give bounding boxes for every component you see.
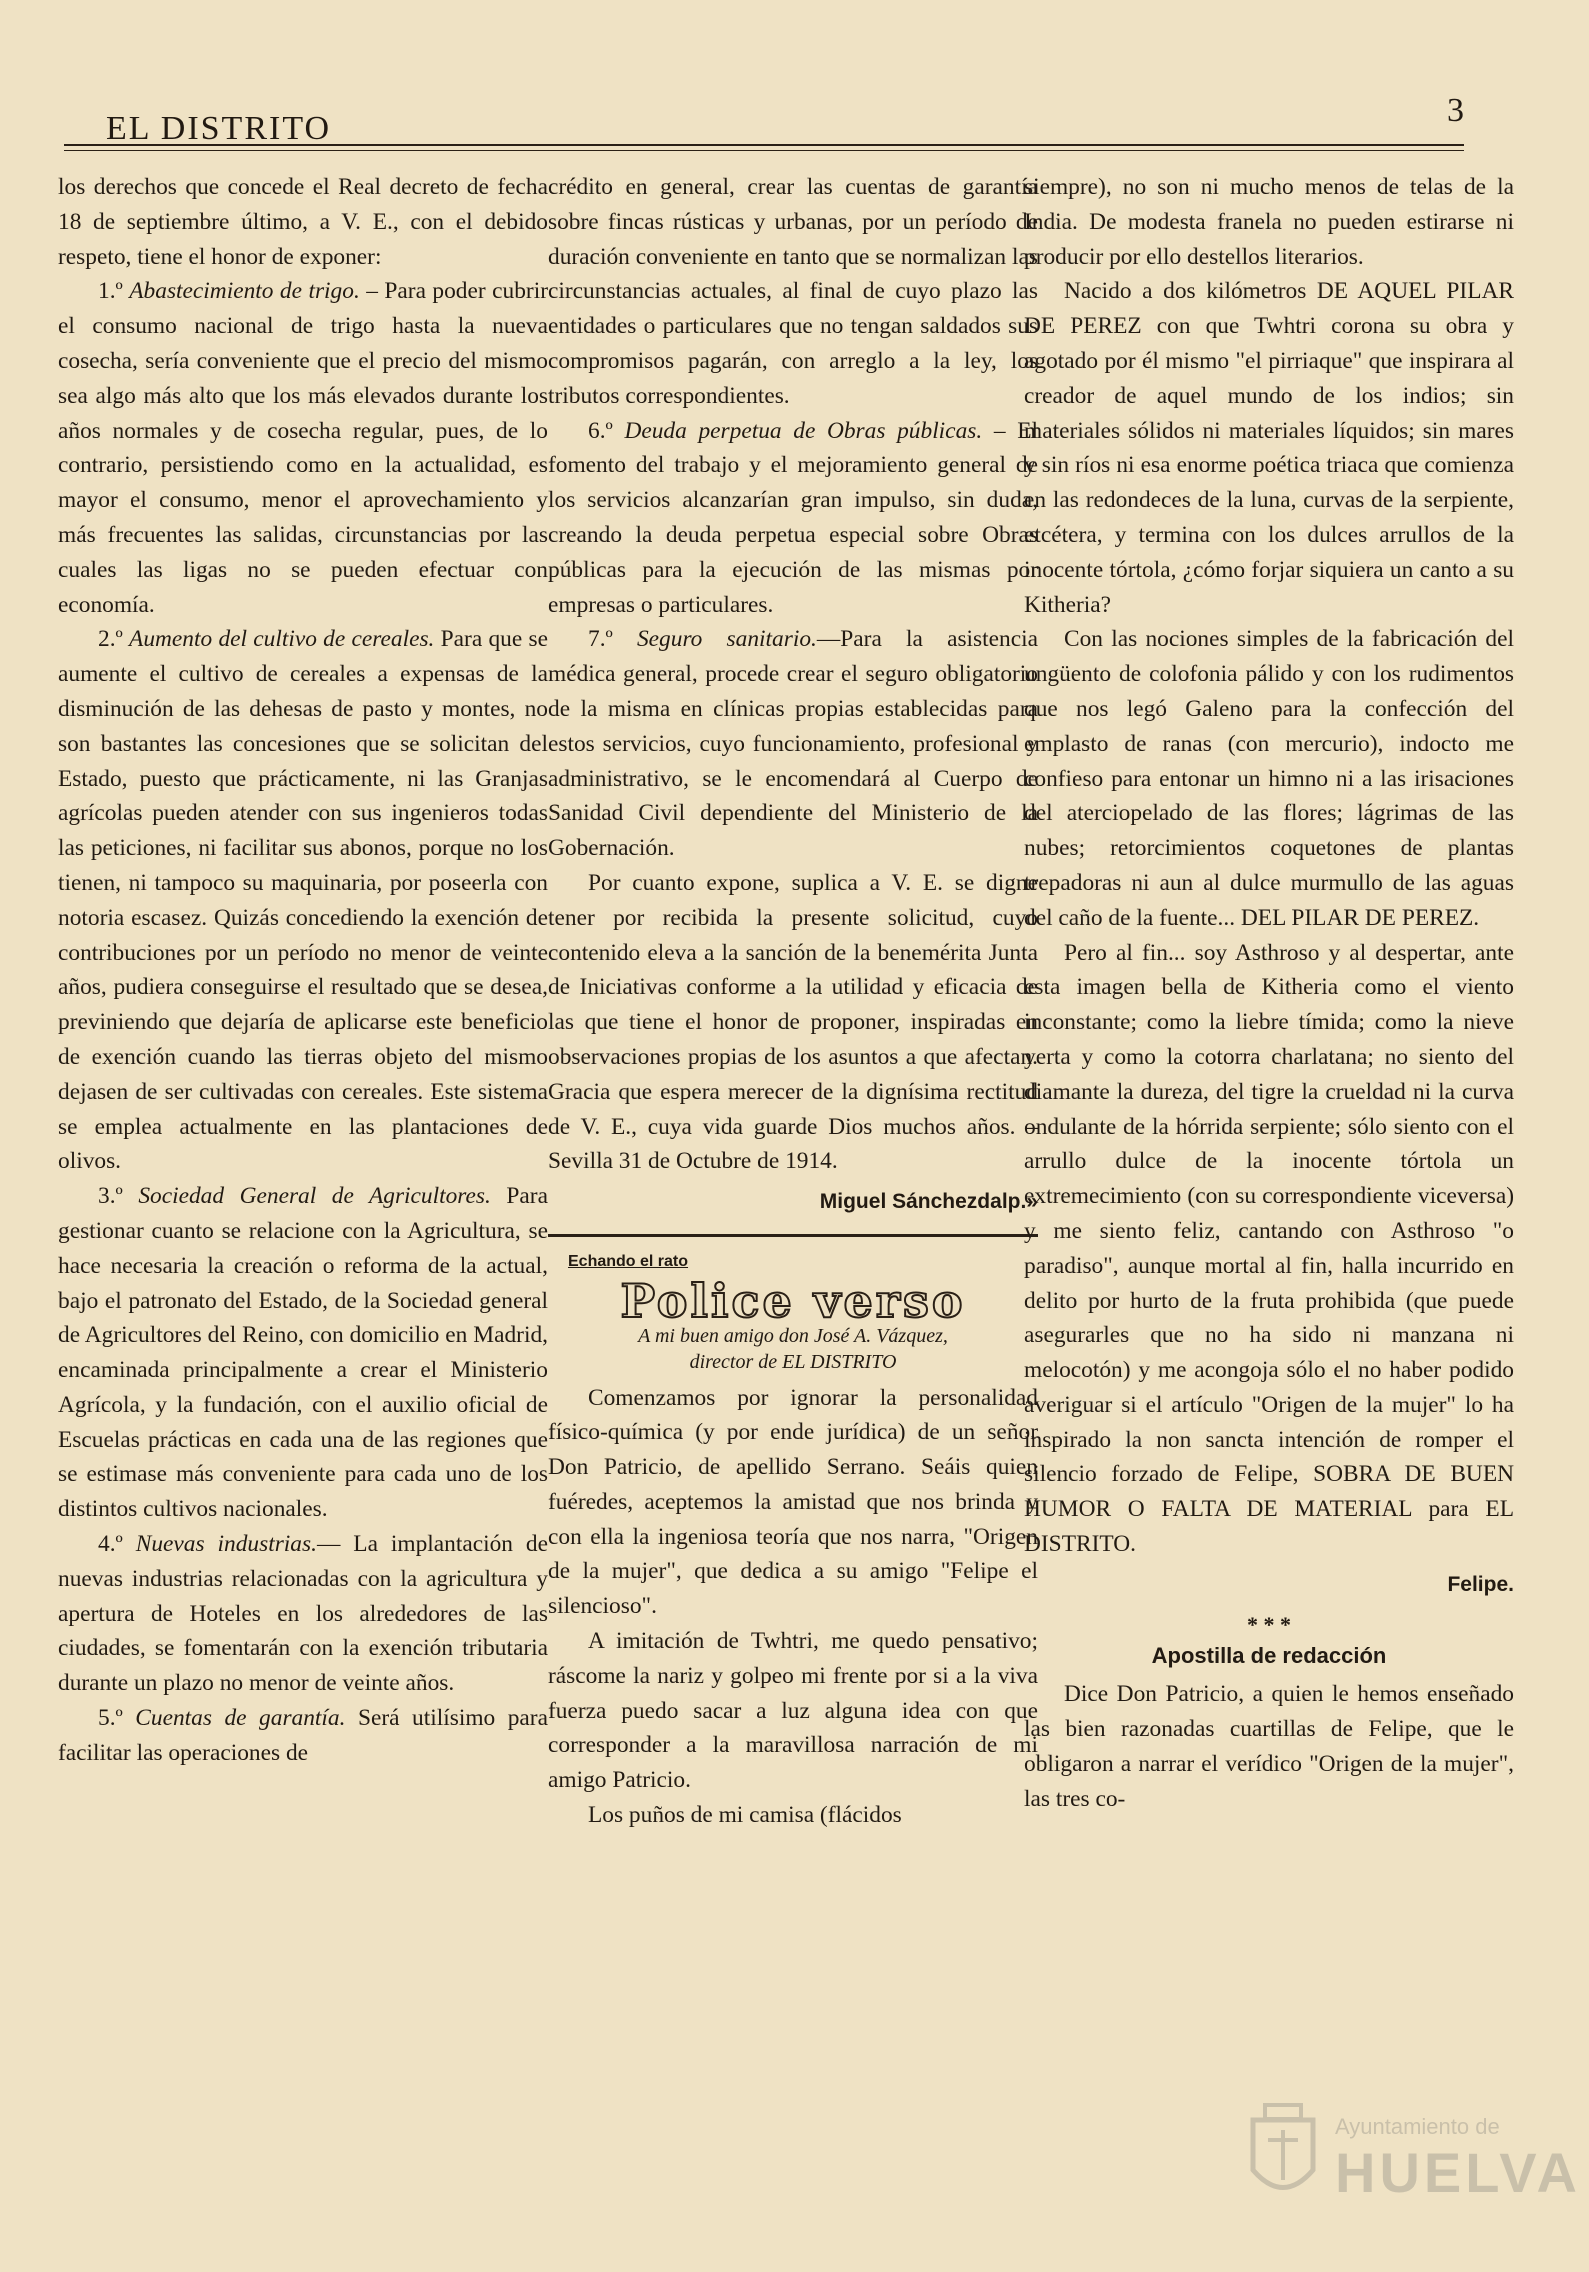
- signature: Felipe.: [1447, 1572, 1514, 1596]
- article-headline: Police verso: [620, 1273, 966, 1328]
- section-title: Seguro sanitario.: [636, 626, 817, 653]
- paragraph: 1.º Abastecimiento de trigo. – Para poder cubrir el consumo nacional de trigo hasta la nueva cosecha, sería conveniente que el precio del mismo sea algo más alto que los más elevados durante los años normales y de cosecha regular, pues, de lo contrario, persistiendo como en la actualidad, es mayor el consumo, menor el aprovechamiento y más frecuentes las salidas, circunstancias por las cuales las ligas no se pueden efectuar con economía.: [58, 278, 548, 618]
- paragraph: Por cuanto expone, suplica a V. E. se digne tener por recibida la presente solicitud, cuyo contenido eleva a la sanción de la benemérita Junta de Iniciativas conforme a la utilidad y eficacia de las que tiene el honor de proponer, inspiradas en observaciones propias de los asuntos a que afectan. Gracia que espera merecer de la dignísima rectitud de V. E., cuya vida guarde Dios muchos años. – Sevilla 31 de Octubre de 1914.: [548, 869, 1038, 1175]
- coat-of-arms-icon: [1243, 2100, 1323, 2210]
- section-title: Nuevas industrias.: [135, 1531, 317, 1558]
- section-title: Deuda perpetua de Obras públicas.: [624, 417, 983, 444]
- paragraph: siempre), no son ni mucho menos de telas de la India. De modesta franela no pueden estirarse ni producir por ello destellos literarios.: [1024, 174, 1514, 270]
- paragraph: A imitación de Twhtri, me quedo pensativo; ráscome la nariz y golpeo mi frente por si a la viva fuerza puedo sacar a luz alguna idea con que corresponder a la maravillosa narración de mi amigo Patricio.: [548, 1628, 1038, 1794]
- paragraph: 7.º Seguro sanitario.—Para la asistencia médica general, procede crear el seguro obligatorio de la misma en clínicas propias establecidas para estos servicios, cuyo funcionamiento, profesional y administrativo, se le encomendará al Cuerpo de Sanidad Civil dependiente del Ministerio de la Gobernación.: [548, 626, 1038, 862]
- paragraph: 4.º Nuevas industrias.— La implantación de nuevas industrias relacionadas con la agricultura y apertura de Hoteles en los alrededores de las ciudades, se fomentarán con la exención tributaria durante un plazo no menor de veinte años.: [58, 1531, 549, 1697]
- paragraph: 5.º Cuentas de garantía. Será utilísimo para facilitar las operaciones de: [58, 1705, 548, 1766]
- watermark-line-1: Ayuntamiento de: [1335, 2114, 1500, 2139]
- column-3: [1024, 170, 1514, 2170]
- paragraph: Los puños de mi camisa (flácidos: [588, 1802, 902, 1829]
- watermark-line-2: HUELVA: [1335, 2141, 1581, 2204]
- section-title: Abastecimiento de trigo.: [129, 278, 360, 305]
- header-rule: [64, 144, 1464, 146]
- paragraph: 2.º Aumento del cultivo de cereales. Para que se aumente el cultivo de cereales a expensas de la disminución de las dehesas de pasto y montes, no son bastantes las concesiones que se solicitan del Estado, puesto que prácticamente, ni las Granjas agrícolas pueden atender con sus ingenieros todas las peticiones, ni facilitar sus abonos, porque no los tienen, ni tampoco su maquinaria, por poseerla con notoria escasez. Quizás concediendo la exención de contribuciones por un período no menor de veinte años, pudiera conseguirse el resultado que se desea, previniendo que dejaría de aplicarse este beneficio de exención cuando las tierras objeto del mismo dejasen de ser cultivadas con cereales. Este sistema se emplea actualmente en las plantaciones de olivos.: [58, 626, 548, 1175]
- masthead: EL DISTRITO: [106, 110, 332, 147]
- paragraph: los derechos que concede el Real decreto de fecha 18 de septiembre último, a V. E., con el debido respeto, tiene el honor de exponer:: [58, 174, 548, 270]
- subheading: Apostilla de redacción: [1151, 1642, 1387, 1668]
- section-title: Aumento del cultivo de cereales.: [129, 626, 435, 653]
- asterism: * * *: [1247, 1611, 1291, 1637]
- section-title: Sociedad General de Agricultores.: [138, 1183, 491, 1210]
- section-divider: [548, 1234, 1038, 1237]
- watermark: [1243, 2100, 1581, 2220]
- paragraph: 3.º Sociedad General de Agricultores. Para gestionar cuanto se relacione con la Agricultura, se hace necesaria la creación o reforma de la actual, bajo el patronato del Estado, de la Sociedad general de Agricultores del Reino, con domicilio en Madrid, encaminada principalmente a crear el Ministerio Agrícola, y la fundación, con el auxilio oficial de Escuelas prácticas en cada una de las regiones que se estimase más conveniente para cada uno de los distintos cultivos nacionales.: [58, 1183, 548, 1523]
- paragraph: Nacido a dos kilómetros DE AQUEL PILAR DE PEREZ con que Twhtri corona su obra y agotado por él mismo "el pirriaque" que inspirara al creador de aquel mundo de los indios; sin materiales sólidos ni materiales líquidos; sin mares y sin ríos ni esa enorme poética triaca que comienza en las redondeces de la luna, curvas de la serpiente, etcétera, y termina con los dulces arrullos de la inocente tórtola, ¿cómo forjar siquiera un canto a su Kitheria?: [1024, 278, 1514, 618]
- paragraph: 6.º Deuda perpetua de Obras públicas. – El fomento del trabajo y el mejoramiento general de los servicios alcanzarían gran impulso, sin duda, creando la deuda perpetua especial sobre Obras públicas para la ejecución de las mismas por empresas o particulares.: [548, 417, 1038, 618]
- paragraph: crédito en general, crear las cuentas de garantía sobre fincas rústicas y urbanas, por un período de duración conveniente en tanto que se normalizan las circunstancias actuales, al final de cuyo plazo las entidades o particulares que no tengan saldados sus compromisos pagarán, con arreglo a la ley, los tributos correspondientes.: [548, 174, 1038, 409]
- column-1: [58, 170, 548, 2170]
- page-header: [64, 86, 1464, 146]
- section-title: Cuentas de garantía.: [135, 1705, 346, 1732]
- signature: Miguel Sánchezdalp.»: [819, 1190, 1038, 1214]
- header-rule-thin: [64, 150, 1464, 151]
- column-2: [548, 170, 1038, 2170]
- paragraph: Pero al fin... soy Asthroso y al despertar, ante esta imagen bella de Kitheria como el viento inconstante; como la liebre tímida; como la nieve yerta y como la cotorra charlatana; no siento del diamante la dureza, del tigre la crueldad ni la curva ondulante de la hórrida serpiente; sólo siento con el arrullo dulce de la inocente tórtola un extremecimiento (con su correspondiente viceversa) y me siento feliz, cantando con Asthroso "o paradiso", aunque mortal al fin, halla incurrido en delito por hurto de la fruta prohibida (que puede asegurarles que no ha sido ni manzana ni melocotón) y me acongoja sólo el no haber podido averiguar si el artículo "Origen de la mujer" lo ha inspirado la non sancta intención de romper el silencio forzado de Felipe, SOBRA DE BUEN HUMOR O FALTA DE MATERIAL para EL DISTRITO.: [1024, 939, 1514, 1558]
- dedication: A mi buen amigo don José A. Vázquez, director de EL DISTRITO: [638, 1324, 948, 1373]
- paragraph: Dice Don Patricio, a quien le hemos enseñado las bien razonadas cuartillas de Felipe, que le obligaron a narrar el verídico "Origen de la mujer", las tres co-: [1024, 1681, 1514, 1812]
- paragraph: Comenzamos por ignorar la personalidad físico-química (y por ende jurídica) de un señor Don Patricio, de apellido Serrano. Seáis quien fuéredes, aceptemos la amistad que nos brinda y con ella la ingeniosa teoría que nos narra, "Origen de la mujer", que dedica a su amigo "Felipe el silencioso".: [548, 1384, 1038, 1620]
- paragraph: Con las nociones simples de la fabricación del ungüento de colofonia pálido y con los rudimentos que nos legó Galeno para la confección del emplasto de ranas (con mercurio), indocto me confieso para entonar un himno ni a las irisaciones del aterciopelado de las flores; lágrimas de las nubes; retorcimientos coquetones de plantas trepadoras ni aun al dulce murmullo de las aguas del caño de la fuente... DEL PILAR DE PEREZ.: [1024, 626, 1514, 931]
- kicker: Echando el rato: [568, 1252, 689, 1270]
- page-number: 3: [1447, 92, 1464, 129]
